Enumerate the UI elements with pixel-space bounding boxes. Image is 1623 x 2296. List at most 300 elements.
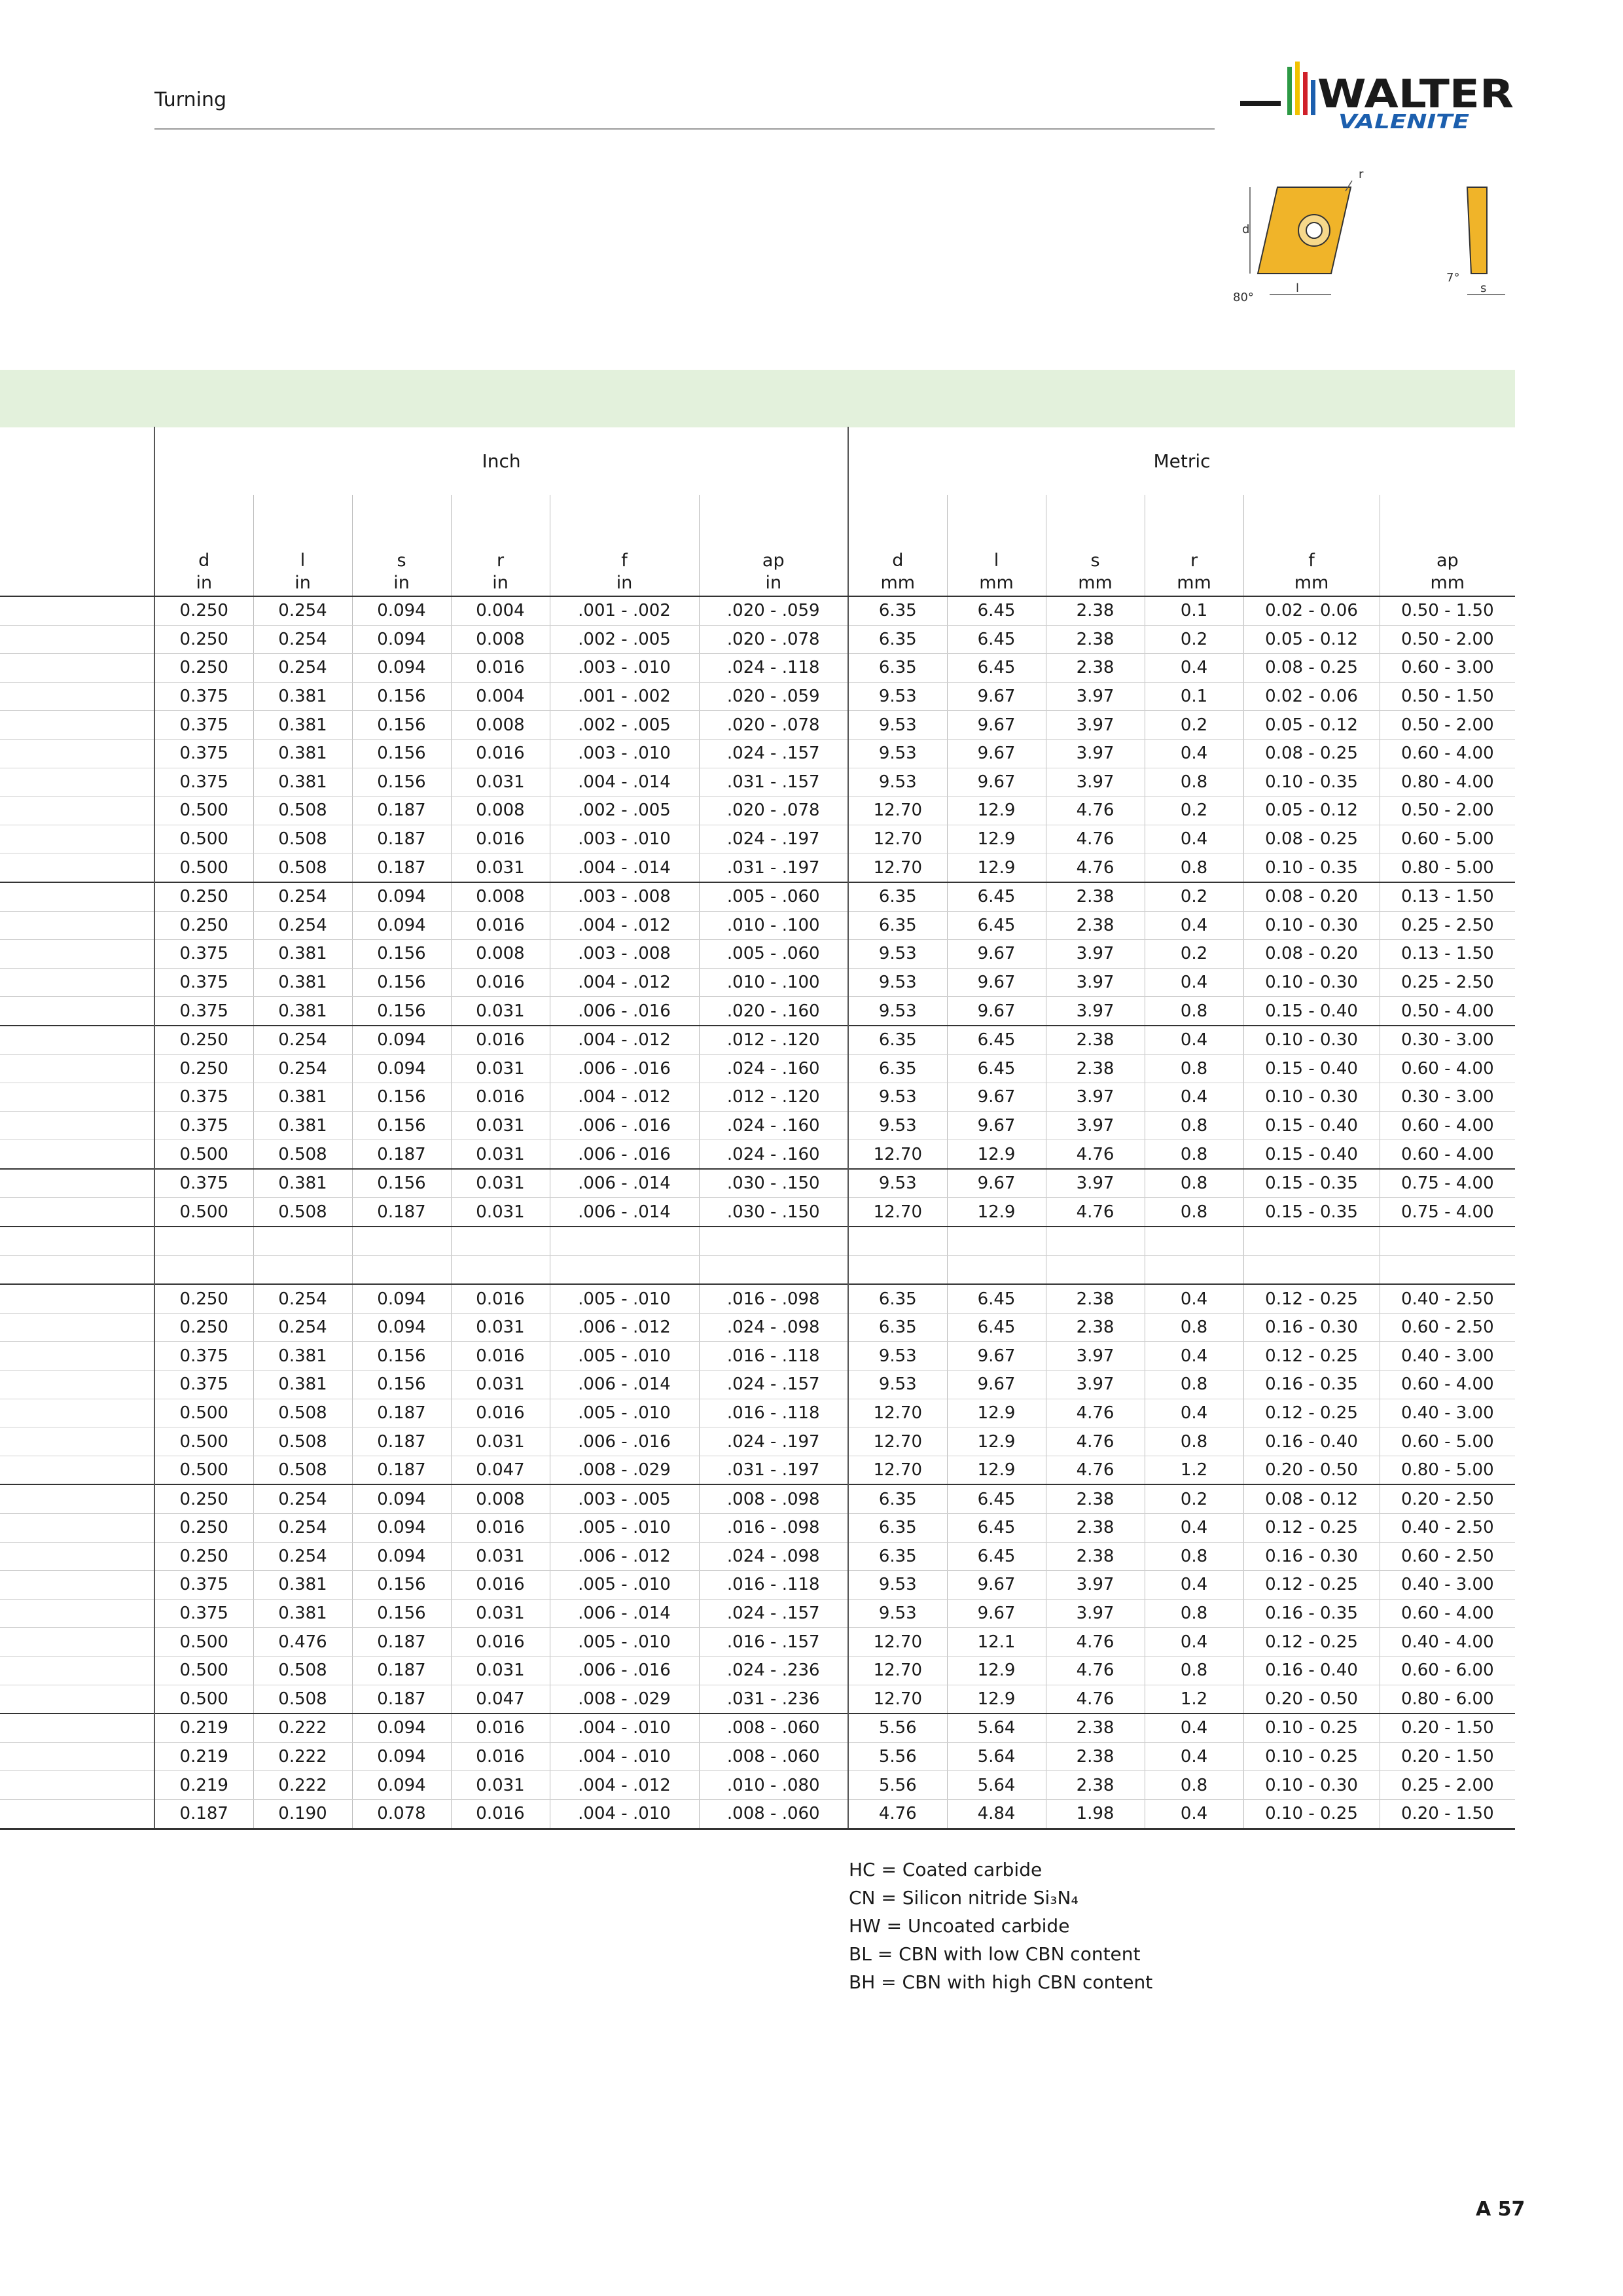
table-cell <box>253 1227 352 1255</box>
table-cell: 0.156 <box>352 1571 451 1600</box>
table-cell: .003 - .005 <box>550 1484 699 1513</box>
column-header-s-in <box>352 495 451 596</box>
table-cell: .002 - .005 <box>550 711 699 740</box>
table-cell: 0.016 <box>451 1742 550 1771</box>
table-cell: 0.008 <box>451 940 550 969</box>
legend-item: HW = Uncoated carbide <box>849 1915 1070 1937</box>
table-cell: 0.254 <box>253 1514 352 1543</box>
table-cell: 12.70 <box>848 853 947 882</box>
table-cell: 0.250 <box>154 596 253 625</box>
table-cell: 0.80 - 5.00 <box>1380 853 1515 882</box>
table-cell: .024 - .157 <box>699 1599 848 1628</box>
table-cell: 0.078 <box>352 1799 451 1829</box>
table-cell: 0.381 <box>253 1111 352 1140</box>
table-row <box>0 1542 1515 1571</box>
row-lead-cell <box>0 940 154 969</box>
table-cell: 0.094 <box>352 1054 451 1083</box>
table-cell: .024 - .160 <box>699 1054 848 1083</box>
row-lead-cell <box>0 654 154 683</box>
table-cell <box>253 1255 352 1284</box>
row-lead-cell <box>0 1255 154 1284</box>
table-cell: 12.9 <box>947 1399 1046 1427</box>
table-cell: 0.12 - 0.25 <box>1243 1284 1380 1313</box>
table-cell: 0.30 - 3.00 <box>1380 1026 1515 1054</box>
table-cell: .002 - .005 <box>550 797 699 825</box>
table-cell: 0.031 <box>451 1054 550 1083</box>
table-row <box>0 711 1515 740</box>
table-cell: .003 - .010 <box>550 825 699 853</box>
table-cell: .006 - .014 <box>550 1198 699 1227</box>
table-cell: 0.4 <box>1145 1083 1243 1112</box>
table-cell: 0.219 <box>154 1713 253 1742</box>
table-cell: 5.56 <box>848 1713 947 1742</box>
table-cell: 0.375 <box>154 1371 253 1399</box>
table-cell: 0.219 <box>154 1771 253 1800</box>
table-cell: 0.094 <box>352 625 451 654</box>
table-cell: 0.250 <box>154 911 253 940</box>
table-cell: 0.004 <box>451 682 550 711</box>
table-cell: .005 - .010 <box>550 1342 699 1371</box>
table-cell: 0.381 <box>253 940 352 969</box>
table-cell: 6.35 <box>848 1313 947 1342</box>
table-cell: 1.2 <box>1145 1456 1243 1484</box>
table-cell: 2.38 <box>1046 625 1145 654</box>
row-lead-cell <box>0 882 154 911</box>
table-cell: .004 - .012 <box>550 968 699 997</box>
table-cell: 0.381 <box>253 968 352 997</box>
table-cell: 9.53 <box>848 1083 947 1112</box>
table-cell: 0.20 - 0.50 <box>1243 1685 1380 1713</box>
table-cell: 6.35 <box>848 882 947 911</box>
table-cell: 0.60 - 4.00 <box>1380 1371 1515 1399</box>
table-cell: 0.60 - 4.00 <box>1380 739 1515 768</box>
walter-valenite-logo <box>1240 60 1522 132</box>
table-cell: 0.15 - 0.40 <box>1243 1111 1380 1140</box>
table-cell: 0.50 - 2.00 <box>1380 797 1515 825</box>
table-cell <box>848 1255 947 1284</box>
table-cell: 3.97 <box>1046 1599 1145 1628</box>
table-cell: 0.254 <box>253 1054 352 1083</box>
table-cell <box>1243 1255 1380 1284</box>
table-cell: 0.10 - 0.25 <box>1243 1742 1380 1771</box>
table-cell: 6.45 <box>947 882 1046 911</box>
table-row <box>0 1111 1515 1140</box>
table-cell: 0.375 <box>154 1599 253 1628</box>
table-row <box>0 1313 1515 1342</box>
table-cell: 0.08 - 0.20 <box>1243 940 1380 969</box>
table-cell <box>1046 1255 1145 1284</box>
table-cell: 0.187 <box>352 1140 451 1169</box>
row-lead-cell <box>0 1571 154 1600</box>
table-cell: .012 - .120 <box>699 1026 848 1054</box>
table-cell <box>1380 1227 1515 1255</box>
table-cell: .001 - .002 <box>550 596 699 625</box>
table-row <box>0 654 1515 683</box>
table-cell: 0.008 <box>451 882 550 911</box>
label-l: l <box>1296 281 1300 295</box>
table-cell: 0.187 <box>154 1799 253 1829</box>
table-cell: 3.97 <box>1046 1111 1145 1140</box>
table-cell: 9.67 <box>947 1111 1046 1140</box>
page-number: A 57 <box>1476 2198 1525 2221</box>
table-cell: 6.35 <box>848 596 947 625</box>
table-cell: 0.02 - 0.06 <box>1243 682 1380 711</box>
table-cell: 0.250 <box>154 654 253 683</box>
table-cell: 0.381 <box>253 711 352 740</box>
table-cell: 9.67 <box>947 1571 1046 1600</box>
table-cell: 0.187 <box>352 1456 451 1484</box>
table-cell: .004 - .010 <box>550 1799 699 1829</box>
table-cell: 0.20 - 1.50 <box>1380 1742 1515 1771</box>
table-cell: 0.008 <box>451 1484 550 1513</box>
table-cell: .008 - .029 <box>550 1685 699 1713</box>
table-cell: 4.76 <box>1046 1656 1145 1685</box>
table-cell: 0.375 <box>154 940 253 969</box>
table-cell: 0.375 <box>154 997 253 1026</box>
table-cell: 0.094 <box>352 1742 451 1771</box>
table-cell: 0.250 <box>154 882 253 911</box>
table-cell: .006 - .016 <box>550 997 699 1026</box>
table-cell: 0.8 <box>1145 768 1243 797</box>
legend-item: HC = Coated carbide <box>849 1859 1043 1880</box>
table-row <box>0 1685 1515 1713</box>
table-cell: 0.222 <box>253 1771 352 1800</box>
table-cell: 4.76 <box>1046 1399 1145 1427</box>
legend-item: CN = Silicon nitride Si₃N₄ <box>849 1887 1079 1909</box>
table-cell: 9.67 <box>947 940 1046 969</box>
table-cell: 0.094 <box>352 1284 451 1313</box>
table-cell: 4.76 <box>1046 1685 1145 1713</box>
table-cell: .001 - .002 <box>550 682 699 711</box>
table-cell: 0.08 - 0.12 <box>1243 1484 1380 1513</box>
table-cell: 0.254 <box>253 882 352 911</box>
table-cell: 2.38 <box>1046 654 1145 683</box>
table-body <box>0 596 1515 1829</box>
table-cell: 12.9 <box>947 825 1046 853</box>
table-cell: 0.381 <box>253 997 352 1026</box>
table-cell: .024 - .197 <box>699 1427 848 1456</box>
table-cell: 2.38 <box>1046 1713 1145 1742</box>
table-cell: 0.60 - 2.50 <box>1380 1313 1515 1342</box>
table-cell: 0.16 - 0.30 <box>1243 1313 1380 1342</box>
table-cell: 0.508 <box>253 797 352 825</box>
table-cell: 0.500 <box>154 853 253 882</box>
table-cell: .024 - .118 <box>699 654 848 683</box>
table-cell: 12.9 <box>947 1427 1046 1456</box>
table-cell: 2.38 <box>1046 1026 1145 1054</box>
table-cell: 0.375 <box>154 1083 253 1112</box>
table-cell: 9.67 <box>947 1083 1046 1112</box>
specs-table <box>0 427 1515 1830</box>
table-cell: 0.047 <box>451 1685 550 1713</box>
table-cell: 0.031 <box>451 1198 550 1227</box>
table-cell: 0.187 <box>352 1198 451 1227</box>
table-cell: .024 - .157 <box>699 739 848 768</box>
column-header-ap-mm <box>1380 495 1515 596</box>
table-cell: 3.97 <box>1046 1169 1145 1198</box>
table-cell: .031 - .157 <box>699 768 848 797</box>
row-lead-cell <box>0 1514 154 1543</box>
table-row <box>0 739 1515 768</box>
table-cell: 4.76 <box>1046 853 1145 882</box>
table-cell: 9.67 <box>947 711 1046 740</box>
table-cell: .005 - .010 <box>550 1514 699 1543</box>
row-lead-cell <box>0 997 154 1026</box>
row-lead-cell <box>0 1026 154 1054</box>
table-cell: 0.016 <box>451 1713 550 1742</box>
table-cell: 0.12 - 0.25 <box>1243 1514 1380 1543</box>
table-cell: .010 - .080 <box>699 1771 848 1800</box>
table-cell: 0.031 <box>451 1771 550 1800</box>
table-cell: 0.381 <box>253 1371 352 1399</box>
row-lead-cell <box>0 1456 154 1484</box>
table-cell: 0.4 <box>1145 1342 1243 1371</box>
table-cell: .006 - .014 <box>550 1599 699 1628</box>
table-cell: 0.254 <box>253 1542 352 1571</box>
table-cell: 0.254 <box>253 654 352 683</box>
table-cell: .012 - .120 <box>699 1083 848 1112</box>
table-cell: 6.45 <box>947 654 1046 683</box>
table-cell: 0.187 <box>352 1656 451 1685</box>
table-cell: 4.76 <box>1046 1456 1145 1484</box>
table-cell: 4.76 <box>1046 1427 1145 1456</box>
table-cell: 0.50 - 4.00 <box>1380 997 1515 1026</box>
table-cell: 0.156 <box>352 940 451 969</box>
table-cell: 9.53 <box>848 968 947 997</box>
table-cell: 0.12 - 0.25 <box>1243 1628 1380 1657</box>
table-cell: 6.45 <box>947 1054 1046 1083</box>
table-cell: 0.375 <box>154 1571 253 1600</box>
column-unit: mm <box>979 573 1014 593</box>
table-row <box>0 1514 1515 1543</box>
table-cell: 6.35 <box>848 625 947 654</box>
table-cell: 12.9 <box>947 1456 1046 1484</box>
table-cell: 0.500 <box>154 825 253 853</box>
row-lead-cell <box>0 596 154 625</box>
table-cell: 9.53 <box>848 1169 947 1198</box>
table-cell <box>848 1227 947 1255</box>
table-cell: 0.008 <box>451 625 550 654</box>
table-cell: 0.4 <box>1145 1713 1243 1742</box>
table-cell: 0.2 <box>1145 1484 1243 1513</box>
row-lead-cell <box>0 1313 154 1342</box>
table-cell: 0.500 <box>154 1427 253 1456</box>
column-unit: mm <box>1078 573 1113 593</box>
table-cell: .002 - .005 <box>550 625 699 654</box>
table-cell: .006 - .016 <box>550 1656 699 1685</box>
table-cell: 4.76 <box>1046 797 1145 825</box>
table-cell: 6.45 <box>947 1484 1046 1513</box>
table-cell: .024 - .160 <box>699 1111 848 1140</box>
table-cell: 9.53 <box>848 1342 947 1371</box>
table-cell: 0.254 <box>253 911 352 940</box>
table-cell: 5.56 <box>848 1771 947 1800</box>
table-cell: 9.53 <box>848 768 947 797</box>
table-cell: 0.05 - 0.12 <box>1243 625 1380 654</box>
table-cell: .008 - .060 <box>699 1742 848 1771</box>
table-cell: 0.190 <box>253 1799 352 1829</box>
table-cell: 0.60 - 2.50 <box>1380 1542 1515 1571</box>
table-cell: 0.381 <box>253 682 352 711</box>
table-cell: 0.8 <box>1145 1542 1243 1571</box>
table-cell: 0.25 - 2.50 <box>1380 968 1515 997</box>
table-cell: .006 - .016 <box>550 1427 699 1456</box>
table-cell: 0.508 <box>253 825 352 853</box>
table-cell: 0.508 <box>253 1656 352 1685</box>
table-cell: 0.156 <box>352 997 451 1026</box>
table-row <box>0 1054 1515 1083</box>
table-cell: 0.381 <box>253 1571 352 1600</box>
table-cell: .006 - .014 <box>550 1169 699 1198</box>
table-cell: 0.031 <box>451 1140 550 1169</box>
table-cell: 0.10 - 0.30 <box>1243 1771 1380 1800</box>
table-cell: .004 - .012 <box>550 1771 699 1800</box>
column-name: l <box>993 550 999 571</box>
table-cell: 0.375 <box>154 1111 253 1140</box>
table-cell: 0.16 - 0.30 <box>1243 1542 1380 1571</box>
table-cell: 0.16 - 0.40 <box>1243 1656 1380 1685</box>
table-cell: 0.15 - 0.35 <box>1243 1198 1380 1227</box>
table-cell: 0.4 <box>1145 1514 1243 1543</box>
table-cell: 9.53 <box>848 997 947 1026</box>
table-cell: 2.38 <box>1046 1054 1145 1083</box>
table-cell: 6.45 <box>947 1026 1046 1054</box>
table-cell: 0.031 <box>451 1542 550 1571</box>
table-cell: .003 - .010 <box>550 739 699 768</box>
table-cell <box>352 1227 451 1255</box>
table-cell <box>550 1255 699 1284</box>
table-cell: 0.008 <box>451 711 550 740</box>
row-lead-cell <box>0 1771 154 1800</box>
table-cell: .005 - .010 <box>550 1571 699 1600</box>
column-name: ap <box>1436 550 1459 571</box>
column-name: s <box>397 550 406 571</box>
table-cell: 0.25 - 2.50 <box>1380 911 1515 940</box>
table-cell: 9.53 <box>848 682 947 711</box>
table-cell: 0.500 <box>154 1399 253 1427</box>
table-row <box>0 825 1515 853</box>
table-cell: 0.094 <box>352 911 451 940</box>
table-row <box>0 1227 1515 1255</box>
table-cell: 6.45 <box>947 596 1046 625</box>
table-cell <box>947 1255 1046 1284</box>
logo-valenite-text: VALENITE <box>1338 111 1470 132</box>
table-row <box>0 596 1515 625</box>
table-cell: 0.016 <box>451 1342 550 1371</box>
table-cell: 3.97 <box>1046 682 1145 711</box>
table-row <box>0 1656 1515 1685</box>
table-row <box>0 1571 1515 1600</box>
table-cell: 0.156 <box>352 682 451 711</box>
table-cell: 4.76 <box>1046 1140 1145 1169</box>
table-cell: 5.64 <box>947 1713 1046 1742</box>
table-cell: 0.047 <box>451 1456 550 1484</box>
table-row <box>0 1628 1515 1657</box>
table-cell: 0.094 <box>352 1313 451 1342</box>
table-cell: 0.60 - 4.00 <box>1380 1111 1515 1140</box>
column-header-d-in <box>154 495 253 596</box>
row-lead-cell <box>0 1169 154 1198</box>
table-cell: 0.500 <box>154 1685 253 1713</box>
table-cell: 0.1 <box>1145 596 1243 625</box>
table-cell: 1.2 <box>1145 1685 1243 1713</box>
table-cell <box>1243 1227 1380 1255</box>
table-cell: 0.094 <box>352 1713 451 1742</box>
table-cell: 0.156 <box>352 1083 451 1112</box>
table-cell: 0.500 <box>154 1456 253 1484</box>
table-cell: 9.53 <box>848 1111 947 1140</box>
table-row <box>0 1456 1515 1484</box>
table-cell: 0.254 <box>253 1284 352 1313</box>
table-cell: .006 - .016 <box>550 1111 699 1140</box>
table-cell: .016 - .098 <box>699 1284 848 1313</box>
table-cell: 12.9 <box>947 1656 1046 1685</box>
row-lead-cell <box>0 1083 154 1112</box>
table-cell <box>1145 1255 1243 1284</box>
table-cell: 12.70 <box>848 1399 947 1427</box>
table-row <box>0 1255 1515 1284</box>
table-cell: 9.67 <box>947 997 1046 1026</box>
header-band <box>0 370 1515 427</box>
row-lead-cell <box>0 1484 154 1513</box>
row-lead-cell <box>0 1371 154 1399</box>
table-cell: 0.15 - 0.40 <box>1243 997 1380 1026</box>
table-cell: .016 - .118 <box>699 1399 848 1427</box>
table-row <box>0 1713 1515 1742</box>
table-cell <box>550 1227 699 1255</box>
table-cell: 9.53 <box>848 1371 947 1399</box>
table-cell: .031 - .197 <box>699 853 848 882</box>
table-cell: 0.381 <box>253 1083 352 1112</box>
table-cell: 0.094 <box>352 1484 451 1513</box>
table-cell: 0.094 <box>352 882 451 911</box>
table-cell: 3.97 <box>1046 1342 1145 1371</box>
table-cell: 3.97 <box>1046 968 1145 997</box>
table-cell: 6.45 <box>947 911 1046 940</box>
legend-item: BH = CBN with high CBN content <box>849 1971 1153 1993</box>
table-cell: 0.016 <box>451 1083 550 1112</box>
label-angle-80: 80° <box>1233 291 1254 304</box>
table-cell: 12.9 <box>947 1140 1046 1169</box>
table-cell: 0.250 <box>154 1284 253 1313</box>
table-cell: 0.16 - 0.40 <box>1243 1427 1380 1456</box>
table-cell: .008 - .060 <box>699 1799 848 1829</box>
table-cell: 0.10 - 0.30 <box>1243 968 1380 997</box>
table-cell: 6.35 <box>848 1054 947 1083</box>
table-cell: 0.016 <box>451 1571 550 1600</box>
table-row <box>0 1599 1515 1628</box>
table-cell: 0.40 - 3.00 <box>1380 1342 1515 1371</box>
table-cell: 0.50 - 1.50 <box>1380 596 1515 625</box>
table-cell: .010 - .100 <box>699 911 848 940</box>
table-cell: 0.8 <box>1145 1599 1243 1628</box>
table-cell: 0.40 - 2.50 <box>1380 1514 1515 1543</box>
insert-schematic <box>1230 164 1518 314</box>
row-lead-cell <box>0 797 154 825</box>
table-cell: 0.508 <box>253 853 352 882</box>
table-cell <box>1145 1227 1243 1255</box>
table-cell: 0.508 <box>253 1140 352 1169</box>
row-lead-cell <box>0 1542 154 1571</box>
table-cell: 0.094 <box>352 1542 451 1571</box>
table-cell: 0.381 <box>253 1169 352 1198</box>
table-row <box>0 682 1515 711</box>
table-cell: 4.76 <box>1046 1628 1145 1657</box>
table-cell: 2.38 <box>1046 882 1145 911</box>
table-cell: 0.375 <box>154 1169 253 1198</box>
table-cell: 0.222 <box>253 1742 352 1771</box>
column-unit: in <box>765 573 782 593</box>
